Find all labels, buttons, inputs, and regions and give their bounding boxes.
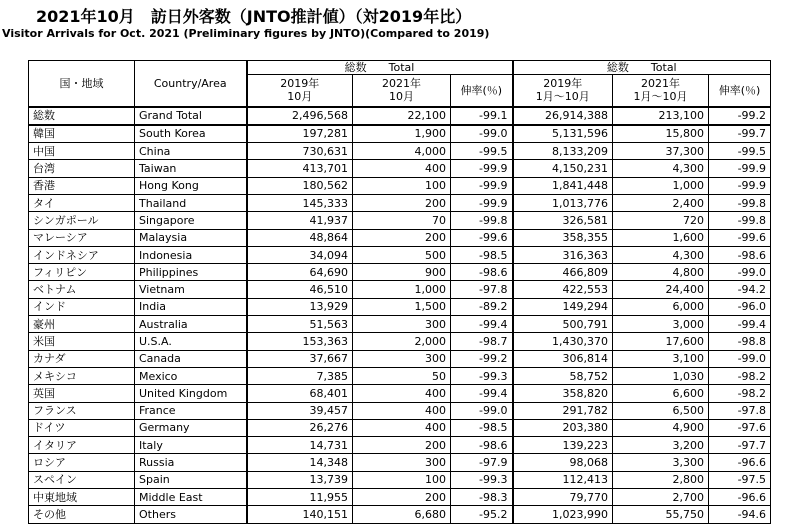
ytd-growth-cell: -97.6 [709,419,771,436]
oct-2021-cell: 1,900 [353,125,451,143]
ytd-growth-cell: -99.6 [709,229,771,246]
ytd-2021-cell: 3,100 [613,350,709,367]
table-row [29,212,771,229]
oct-2021-cell: 400 [353,419,451,436]
oct-2019-cell: 39,457 [247,402,353,419]
table-row [29,506,771,523]
oct-2019-cell: 7,385 [247,367,353,384]
country-en-cell: United Kingdom [135,385,247,402]
visitor-arrivals-table [28,60,771,524]
oct-growth-cell: -99.1 [451,107,513,125]
country-en-cell: Vietnam [135,281,247,298]
oct-2019-cell: 64,690 [247,264,353,281]
oct-2021-cell: 300 [353,316,451,333]
oct-growth-cell: -95.2 [451,506,513,523]
oct-2021-cell: 200 [353,229,451,246]
country-ja-cell: インドネシア [29,246,135,263]
country-ja-cell: 香港 [29,177,135,194]
country-ja-cell: 米国 [29,333,135,350]
ytd-growth-cell: -99.0 [709,350,771,367]
oct-growth-cell: -99.5 [451,143,513,160]
ytd-2019-cell: 326,581 [513,212,613,229]
oct-2019-cell: 13,739 [247,471,353,488]
ytd-2019-cell: 26,914,388 [513,107,613,125]
country-en-cell: Italy [135,437,247,454]
ytd-2019-cell: 79,770 [513,489,613,506]
ytd-growth-cell: -99.8 [709,194,771,211]
country-en-cell: Germany [135,419,247,436]
oct-2019-cell: 26,276 [247,419,353,436]
oct-growth-cell: -99.6 [451,229,513,246]
oct-2019-cell: 14,731 [247,437,353,454]
oct-growth-cell: -99.9 [451,194,513,211]
ytd-2019-cell: 98,068 [513,454,613,471]
oct-2021-cell: 500 [353,246,451,263]
oct-growth-cell: -99.4 [451,385,513,402]
oct-2019-cell: 34,094 [247,246,353,263]
ytd-2019-cell: 291,782 [513,402,613,419]
oct-2021-cell: 300 [353,454,451,471]
header-country-en: Country/Area [135,61,247,107]
header-2019-ytd: 2019年 1月～10月 [513,75,613,107]
ytd-growth-cell: -94.2 [709,281,771,298]
oct-growth-cell: -99.4 [451,316,513,333]
country-ja-cell: その他 [29,506,135,523]
table-row [29,246,771,263]
oct-2019-cell: 51,563 [247,316,353,333]
table-row [29,107,771,125]
country-ja-cell: イタリア [29,437,135,454]
page-subtitle: Visitor Arrivals for Oct. 2021 (Preliminary figures by JNTO)(Compared to 2019) [2,27,490,40]
ytd-2021-cell: 6,500 [613,402,709,419]
country-ja-cell: シンガポール [29,212,135,229]
ytd-2021-cell: 1,030 [613,367,709,384]
ytd-growth-cell: -99.2 [709,107,771,125]
country-ja-cell: ロシア [29,454,135,471]
table-row [29,471,771,488]
oct-growth-cell: -97.8 [451,281,513,298]
country-en-cell: U.S.A. [135,333,247,350]
header-growth-month: 伸率(％) [451,75,513,107]
country-ja-cell: インド [29,298,135,315]
ytd-2021-cell: 6,600 [613,385,709,402]
oct-2019-cell: 180,562 [247,177,353,194]
country-en-cell: Russia [135,454,247,471]
table-row [29,350,771,367]
table-row [29,402,771,419]
country-ja-cell: ドイツ [29,419,135,436]
country-en-cell: Taiwan [135,160,247,177]
oct-2019-cell: 46,510 [247,281,353,298]
table-row [29,143,771,160]
oct-2019-cell: 14,348 [247,454,353,471]
oct-growth-cell: -97.9 [451,454,513,471]
oct-growth-cell: -99.3 [451,471,513,488]
ytd-2021-cell: 3,000 [613,316,709,333]
ytd-2021-cell: 55,750 [613,506,709,523]
table-row [29,316,771,333]
ytd-2019-cell: 466,809 [513,264,613,281]
country-ja-cell: カナダ [29,350,135,367]
table-row [29,298,771,315]
country-en-cell: Singapore [135,212,247,229]
ytd-growth-cell: -99.0 [709,264,771,281]
ytd-2021-cell: 1,000 [613,177,709,194]
table-row [29,419,771,436]
ytd-growth-cell: -98.8 [709,333,771,350]
table-row [29,264,771,281]
country-ja-cell: スペイン [29,471,135,488]
oct-2019-cell: 68,401 [247,385,353,402]
ytd-2019-cell: 500,791 [513,316,613,333]
ytd-2021-cell: 15,800 [613,125,709,143]
country-ja-cell: フランス [29,402,135,419]
country-ja-cell: 韓国 [29,125,135,143]
ytd-2021-cell: 2,400 [613,194,709,211]
header-country-ja: 国・地域 [29,61,135,107]
ytd-2021-cell: 3,200 [613,437,709,454]
ytd-growth-cell: -98.2 [709,367,771,384]
oct-2021-cell: 100 [353,471,451,488]
oct-2019-cell: 730,631 [247,143,353,160]
oct-growth-cell: -98.6 [451,264,513,281]
ytd-2019-cell: 316,363 [513,246,613,263]
ytd-growth-cell: -96.6 [709,489,771,506]
oct-2019-cell: 48,864 [247,229,353,246]
ytd-2021-cell: 6,000 [613,298,709,315]
ytd-growth-cell: -97.8 [709,402,771,419]
oct-growth-cell: -98.3 [451,489,513,506]
country-en-cell: Mexico [135,367,247,384]
oct-2021-cell: 22,100 [353,107,451,125]
ytd-2019-cell: 1,023,990 [513,506,613,523]
country-en-cell: Grand Total [135,107,247,125]
oct-growth-cell: -99.0 [451,402,513,419]
country-ja-cell: マレーシア [29,229,135,246]
country-en-cell: Philippines [135,264,247,281]
header-2021-ytd: 2021年 1月～10月 [613,75,709,107]
oct-2019-cell: 2,496,568 [247,107,353,125]
ytd-growth-cell: -97.5 [709,471,771,488]
table-row [29,229,771,246]
oct-2021-cell: 400 [353,385,451,402]
country-en-cell: Indonesia [135,246,247,263]
ytd-2019-cell: 422,553 [513,281,613,298]
oct-2021-cell: 1,000 [353,281,451,298]
oct-growth-cell: -99.8 [451,212,513,229]
country-ja-cell: ベトナム [29,281,135,298]
header-2021-month: 2021年 10月 [353,75,451,107]
country-en-cell: Middle East [135,489,247,506]
table-row [29,194,771,211]
ytd-2019-cell: 149,294 [513,298,613,315]
country-en-cell: Hong Kong [135,177,247,194]
ytd-growth-cell: -99.4 [709,316,771,333]
oct-growth-cell: -98.5 [451,419,513,436]
ytd-2021-cell: 4,800 [613,264,709,281]
country-ja-cell: タイ [29,194,135,211]
ytd-2019-cell: 5,131,596 [513,125,613,143]
country-ja-cell: 中東地域 [29,489,135,506]
ytd-2021-cell: 720 [613,212,709,229]
ytd-growth-cell: -99.8 [709,212,771,229]
country-en-cell: Malaysia [135,229,247,246]
ytd-growth-cell: -97.7 [709,437,771,454]
ytd-2021-cell: 37,300 [613,143,709,160]
table-row [29,385,771,402]
ytd-growth-cell: -94.6 [709,506,771,523]
country-ja-cell: 豪州 [29,316,135,333]
oct-2021-cell: 70 [353,212,451,229]
ytd-growth-cell: -96.6 [709,454,771,471]
ytd-2021-cell: 24,400 [613,281,709,298]
country-ja-cell: 台湾 [29,160,135,177]
oct-2021-cell: 200 [353,194,451,211]
country-ja-cell: フィリピン [29,264,135,281]
oct-2019-cell: 197,281 [247,125,353,143]
country-en-cell: Spain [135,471,247,488]
oct-2019-cell: 41,937 [247,212,353,229]
ytd-growth-cell: -99.7 [709,125,771,143]
oct-2021-cell: 300 [353,350,451,367]
ytd-2021-cell: 2,800 [613,471,709,488]
header-growth-ytd: 伸率(％) [709,75,771,107]
oct-2019-cell: 145,333 [247,194,353,211]
table-body [29,107,771,524]
ytd-2021-cell: 4,300 [613,160,709,177]
ytd-2019-cell: 1,430,370 [513,333,613,350]
oct-2019-cell: 140,151 [247,506,353,523]
ytd-2019-cell: 4,150,231 [513,160,613,177]
oct-growth-cell: -99.9 [451,160,513,177]
header-2019-month: 2019年 10月 [247,75,353,107]
oct-2021-cell: 100 [353,177,451,194]
table-row [29,367,771,384]
oct-2021-cell: 400 [353,402,451,419]
ytd-2021-cell: 4,900 [613,419,709,436]
country-en-cell: South Korea [135,125,247,143]
oct-growth-cell: -99.0 [451,125,513,143]
ytd-2019-cell: 1,013,776 [513,194,613,211]
table-row [29,281,771,298]
table-row [29,489,771,506]
table-row [29,333,771,350]
country-ja-cell: 中国 [29,143,135,160]
oct-growth-cell: -98.7 [451,333,513,350]
oct-growth-cell: -99.3 [451,367,513,384]
ytd-growth-cell: -96.0 [709,298,771,315]
page-title: 2021年10月 訪日外客数（JNTO推計値）（対2019年比） [36,7,472,26]
oct-2021-cell: 900 [353,264,451,281]
ytd-2021-cell: 2,700 [613,489,709,506]
oct-2021-cell: 400 [353,160,451,177]
ytd-2019-cell: 58,752 [513,367,613,384]
ytd-2021-cell: 4,300 [613,246,709,263]
ytd-2021-cell: 1,600 [613,229,709,246]
oct-growth-cell: -98.5 [451,246,513,263]
ytd-2019-cell: 112,413 [513,471,613,488]
ytd-2019-cell: 358,355 [513,229,613,246]
oct-2021-cell: 2,000 [353,333,451,350]
ytd-2021-cell: 3,300 [613,454,709,471]
ytd-growth-cell: -98.6 [709,246,771,263]
oct-2021-cell: 200 [353,489,451,506]
country-en-cell: France [135,402,247,419]
ytd-2019-cell: 203,380 [513,419,613,436]
ytd-2019-cell: 139,223 [513,437,613,454]
oct-2019-cell: 13,929 [247,298,353,315]
country-ja-cell: 英国 [29,385,135,402]
oct-growth-cell: -89.2 [451,298,513,315]
oct-growth-cell: -99.2 [451,350,513,367]
table-row [29,125,771,143]
country-en-cell: India [135,298,247,315]
oct-2021-cell: 4,000 [353,143,451,160]
country-en-cell: Australia [135,316,247,333]
oct-2021-cell: 200 [353,437,451,454]
country-en-cell: Thailand [135,194,247,211]
ytd-2019-cell: 8,133,209 [513,143,613,160]
ytd-growth-cell: -99.9 [709,177,771,194]
ytd-2021-cell: 213,100 [613,107,709,125]
header-group-month: 総数 Total [247,61,513,75]
table-row [29,437,771,454]
country-ja-cell: メキシコ [29,367,135,384]
oct-2021-cell: 6,680 [353,506,451,523]
ytd-growth-cell: -98.2 [709,385,771,402]
table-row [29,177,771,194]
ytd-growth-cell: -99.9 [709,160,771,177]
ytd-2019-cell: 358,820 [513,385,613,402]
oct-2021-cell: 1,500 [353,298,451,315]
country-ja-cell: 総数 [29,107,135,125]
oct-2019-cell: 11,955 [247,489,353,506]
header-group-ytd: 総数 Total [513,61,771,75]
oct-2019-cell: 413,701 [247,160,353,177]
ytd-2019-cell: 1,841,448 [513,177,613,194]
oct-growth-cell: -99.9 [451,177,513,194]
oct-2019-cell: 153,363 [247,333,353,350]
country-en-cell: Others [135,506,247,523]
ytd-growth-cell: -99.5 [709,143,771,160]
ytd-2019-cell: 306,814 [513,350,613,367]
oct-2021-cell: 50 [353,367,451,384]
ytd-2021-cell: 17,600 [613,333,709,350]
oct-growth-cell: -98.6 [451,437,513,454]
table-row [29,454,771,471]
country-en-cell: China [135,143,247,160]
table-row [29,160,771,177]
country-en-cell: Canada [135,350,247,367]
oct-2019-cell: 37,667 [247,350,353,367]
